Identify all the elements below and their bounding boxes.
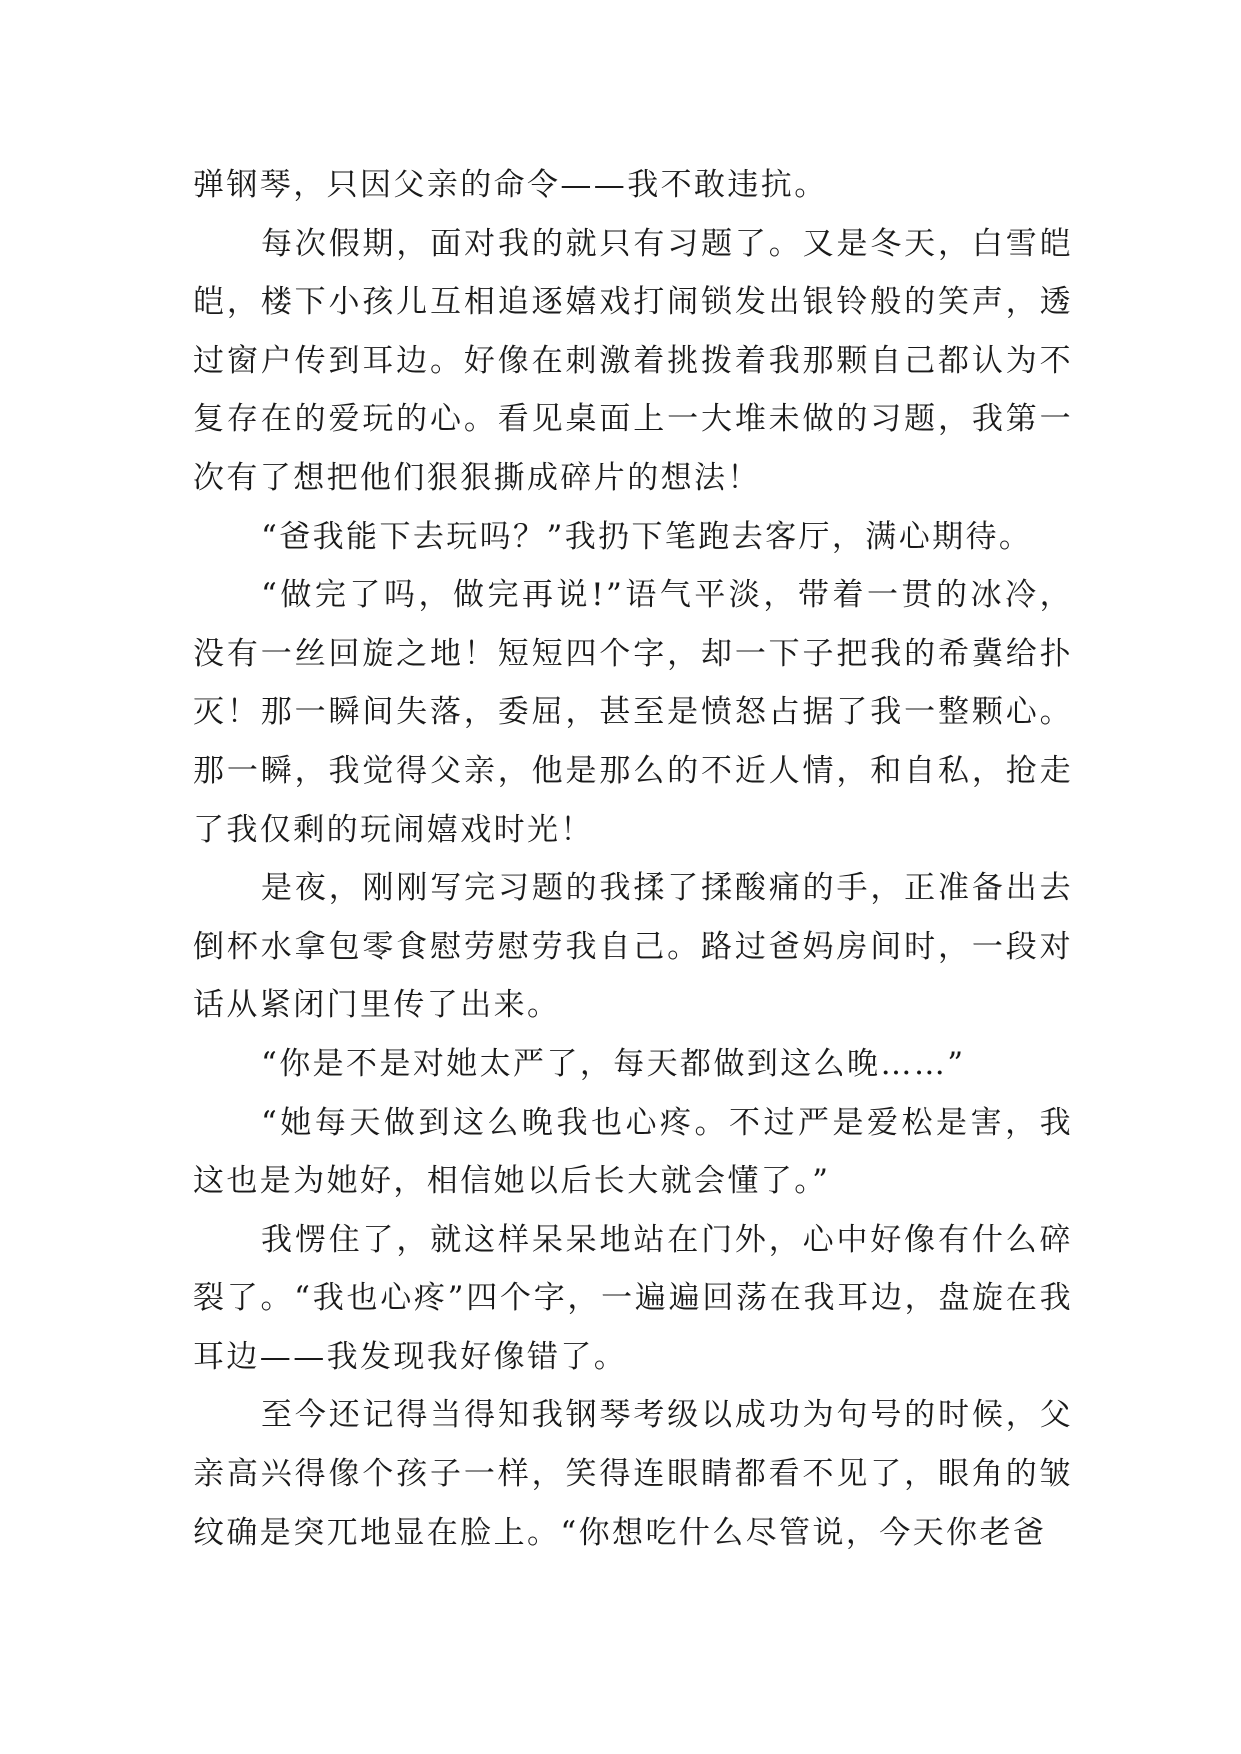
paragraph-2: 每次假期，面对我的就只有习题了。又是冬天，白雪皑皑，楼下小孩儿互相追逐嬉戏打闹锁发出银铃般的笑声，透过窗户传到耳边。好像在刺激着挑拨着我那颗自己都认为不复存在的爱玩的心。看见桌面上一大堆未做的习题，我第一次有了想把他们狠狠撕成碎片的想法！ — [193, 225, 1073, 496]
paragraph-7: “她每天做到这么晚我也心疼。不过严是爱松是害，我这也是为她好，相信她以后长大就会懂了。” — [193, 1104, 1073, 1200]
paragraph-6: “你是不是对她太严了，每天都做到这么晚……” — [261, 1045, 966, 1082]
body-text — [193, 156, 1073, 1562]
paragraph-3: “爸我能下去玩吗？”我扔下笔跑去客厅，满心期待。 — [261, 518, 1033, 555]
paragraph-4: “做完了吗，做完再说!”语气平淡，带着一贯的冰冷，没有一丝回旋之地！短短四个字，却一下子把我的希冀给扑灭！那一瞬间失落，委屈，甚至是愤怒占据了我一整颗心。那一瞬，我觉得父亲，他是那么的不近人情，和自私，抢走了我仅剩的玩闹嬉戏时光！ — [193, 577, 1073, 848]
paragraph-5: 是夜，刚刚写完习题的我揉了揉酸痛的手，正准备出去倒杯水拿包零食慰劳慰劳我自己。路过爸妈房间时，一段对话从紧闭门里传了出来。 — [193, 870, 1073, 1024]
paragraph-8: 我愣住了，就这样呆呆地站在门外，心中好像有什么碎裂了。“我也心疼”四个字，一遍遍回荡在我耳边，盘旋在我耳边——我发现我好像错了。 — [193, 1221, 1073, 1375]
paragraph-9: 至今还记得当得知我钢琴考级以成功为句号的时候，父亲高兴得像个孩子一样，笑得连眼睛都看不见了，眼角的皱纹确是突兀地显在脸上。“你想吃什么尽管说，今天你老爸 — [193, 1397, 1073, 1551]
paragraph-1: 弹钢琴，只因父亲的命令——我不敢违抗。 — [193, 167, 828, 203]
